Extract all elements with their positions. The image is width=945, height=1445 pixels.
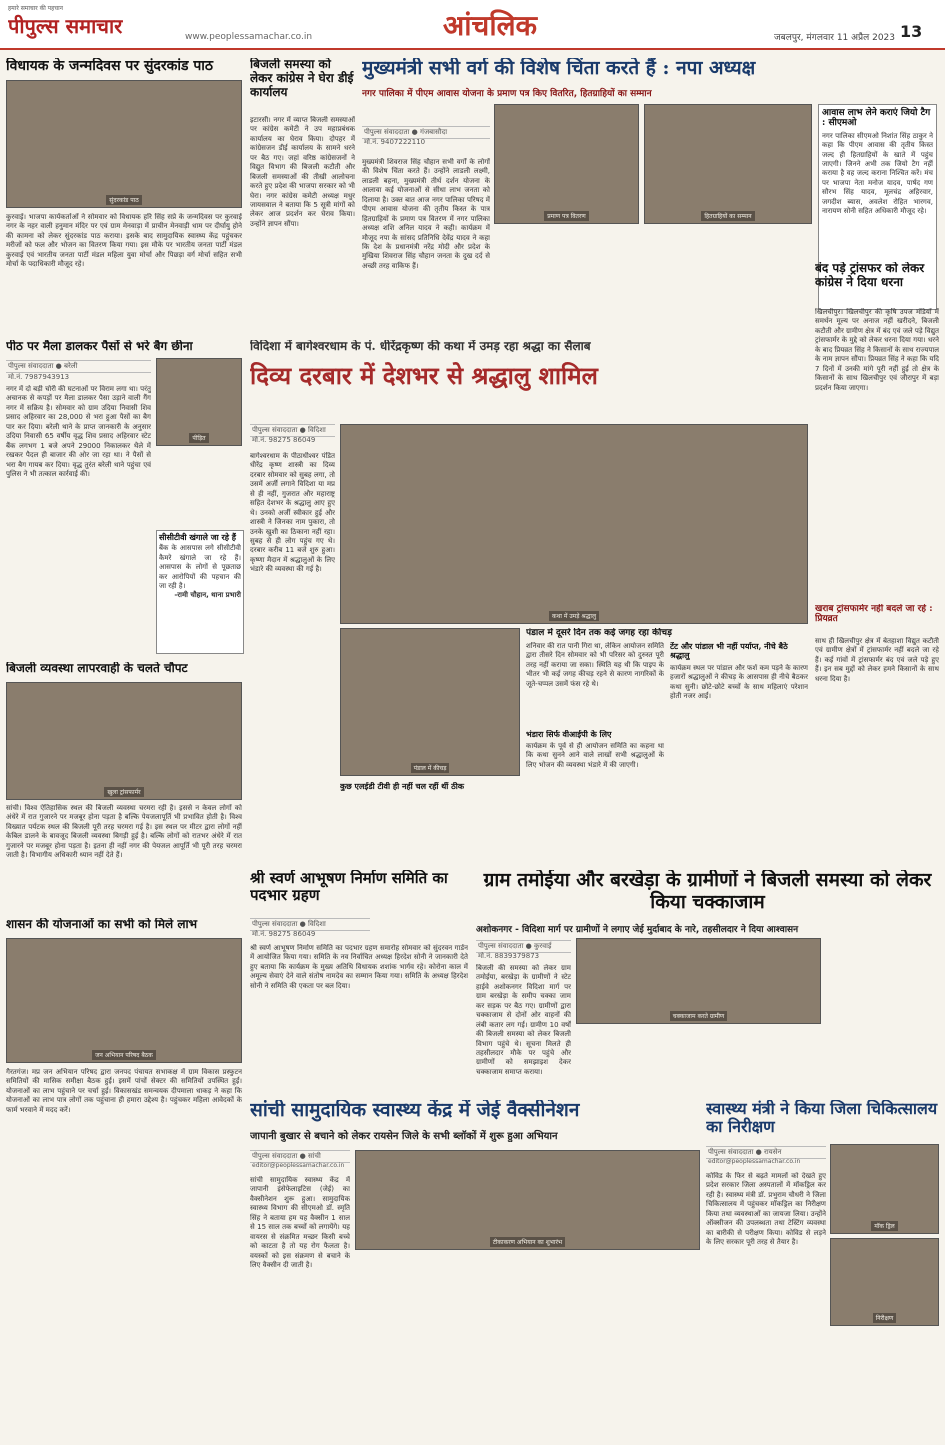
article-yojana-labh [6,918,244,1438]
article-divya-darbar [250,340,808,860]
photo-caption: मॉक ड्रिल [871,1221,898,1231]
article-sundarkand [6,58,244,333]
article-body: गैरतगंज। मप्र जन अभियान परिषद द्वारा जनपद पंचायत सभाकक्ष में ग्राम विकास प्रस्फुटन समितियों की मासिक समीक्षा बैठक हुई। इसमें पांचों सेक्टर की समितियों उपस्थित हुईं। योजनाओं का लाभ पहुंचाने पर चर्चा हुई। विकासखंड समन्वयक दीपमाला धाकड़ ने कहा कि योजनाओं का लाभ पात्र लोगों तक पहुंचाना ही हमारा उद्देश्य है। पहुंचकर महिला आवेदकों के फार्म भरवाने में मदद करें। [6,1068,242,1114]
photo-caption: सुंदरकांड पाठ [106,195,141,205]
subheading-body: कार्यक्रम के पूर्व से ही आयोजन समिति का कहना था कि कथा सुनने आने वाले लाखों सभी श्रद्धालुओं के लिए भोजन की व्यवस्था भंडारे में की जाएगी। [526,742,664,769]
headline: विधायक के जन्मदिवस पर सुंदरकांड पाठ [6,58,214,74]
subheading-body: कार्यक्रम स्थल पर पांडाल और फर्श कम पड़ने के कारण हजारों श्रद्धालुओं ने कीचड़ के आसपास ही नीचे बैठकर कथा सुनी। छोटे-छोटे बच्चों के साथ महिलाएं परेशान होती नजर आईं। [670,664,808,701]
box-title: आवास लाभ लेने कराएं जियो टैग : सीएमओ [822,108,931,129]
headline: ग्राम तमोईया और बरखेड़ा के ग्रामीणों ने बिजली समस्या को लेकर किया चक्काजाम [483,870,932,913]
headline: स्वास्थ्य मंत्री ने किया जिला चिकित्सालय का निरीक्षण [706,1100,938,1137]
subheading: पंडाल में दूसरे दिन तक कई जगह रहा कीचड़ [526,628,672,638]
subheading: भंडारा सिर्फ वीआईपी के लिए [526,730,612,739]
article-transformer-dharna [815,262,939,862]
headline: बंद पड़े ट्रांसफर को लेकर कांग्रेस ने दिया धरना [815,262,925,289]
logo-tagline: हमारे समाचार की पहचान [8,5,63,12]
mobile-number: मो.नं. 8839379873 [478,952,540,960]
photo-caption: पंडाल में कीचड़ [411,763,450,773]
photo-caption: हितग्राहियों का सम्मान [701,211,754,221]
photo [340,628,520,776]
box-title: सीसीटीवी खंगाले जा रहे हैं [159,532,237,542]
headline: बिजली व्यवस्था लापरवाही के चलते चौपट [6,662,188,675]
photo [6,682,242,800]
article-health-minister [706,1100,939,1440]
photo [6,938,242,1063]
article-chakkajam [476,870,939,1095]
photo-caption: खुला ट्रांसफार्मर [104,787,143,797]
box-body: बैंक के आसपास लगे सीसीटीवी कैमरे खंगाले जा रहे हैं। आसपास के लोगों से पूछताछ कर आरोपियों की पहचान की जा रही है। [159,544,241,590]
masthead [0,0,945,50]
photo [576,938,821,1024]
photo-caption: प्रमाण पत्र वितरण [544,211,589,221]
article-body: इटारसी। नगर में व्याप्त बिजली समस्याओं पर कांग्रेस कमेटी ने उप महाप्रबंधक कार्यालय का घेराव किया। दोपहर में कांग्रेसजन डीई कार्यालय के सामने धरने पर बैठ गए। जहां वरिष्ठ कांग्रेसजनों ने विद्युत विभाग की बिजली कटौती और बिजली समस्याओं की तीखी आलोचना करते हुए प्रदेश की भाजपा सरकार को भी घेरा। नगर कांग्रेस कमेटी अध्यक्ष मधुर जायसवाल ने बताया कि 5 सूत्री मांगों को लेकर आज प्रदर्शन कर घेराव किया। उन्होंने ज्ञापन सौंपा। [250,116,355,228]
sidebar-box [156,530,244,654]
photo-caption: टीकाकरण अभियान का शुभारंभ [490,1237,565,1247]
mobile-number: मो.नं. 98275 86049 [252,436,316,444]
subheading-body: शनिवार की रात पानी गिरा था, लेकिन आयोजन समिति द्वारा तीसरे दिन सोमवार को भी परिसर को दुरुस्त पूरी तरह नहीं कराया जा सका। स्थिति यह थी कि पाइप के भीतर भी कई जगह कीचड़ रहने से कारण नागरिकों के जूते-चप्पल उसमें फंस रहे थे। [526,642,664,688]
email[interactable]: editor@peoplessamachar.co.in [252,1162,345,1169]
subheading-body: साथ ही खिलचीपुर क्षेत्र में बेतहाशा विद्युत कटौती एवं ग्रामीण क्षेत्रों में ट्रांसफार्मर नहीं बदले जा रहे हैं। कई गांवों में ट्रांसफार्मर बंद एवं जले पड़े हुए हैं। इन सब मुद्दों को लेकर हमने किसानों के साथ धरना दिया है। [815,637,939,683]
photo [494,104,639,224]
article-je-vaccination [250,1100,700,1440]
byline: पीपुल्स संवाददाता ● कुरवाई [476,940,571,953]
mobile-number: मो.नं. 9407222110 [364,138,426,146]
photo [644,104,812,224]
headline: दिव्य दरबार में देशभर से श्रद्धालु शामिल [250,360,598,390]
byline: पीपुल्स संवाददाता ● बरेली [6,360,151,373]
headline: मुख्यमंत्री सभी वर्ग की विशेष चिंता करते हैं : नपा अध्यक्ष [362,58,756,79]
subheading: कुछ एलईडी टीवी ही नहीं चल रहीं थीं ठीक [340,782,465,791]
headline: शासन की योजनाओं का सभी को मिले लाभ [6,918,198,931]
subheadline: अशोकनगर - विदिशा मार्ग पर ग्रामीणों ने लगाए जेई मुर्दाबाद के नारे, तहसीलदार ने दिया आश्वासन [476,925,799,935]
photo [355,1150,700,1250]
headline: बिजली समस्या को लेकर कांग्रेस ने घेरा डीई कार्यालय [250,58,354,99]
subheading: खराब ट्रांसफार्मर नहीं बदले जा रहे : प्रियव्रत [815,604,933,625]
photo [6,80,242,208]
byline: पीपुल्स संवाददाता ● गंजबासौदा [362,126,490,139]
photo [156,358,242,446]
logo-name: पीपुल्स समाचार [8,14,123,38]
article-body: सांची सामुदायिक स्वास्थ्य केंद्र में जापानी इंसेफेलाइटिस (जेई) का वैक्सीनेशन शुरू हुआ। सामुदायिक स्वास्थ्य विभाग की सीएमओ डॉ. स्मृति सिंह ने बताया हम यह वैक्सीन 1 साल से 15 साल तक बच्चों को लगायेंगे। यह वायरस से संक्रमित मच्छर किसी बच्चे को काटता है तो यह रोग फैलता है। वयस्कों को इस संक्रमण से बचाने के लिए वैक्सीन दी जाती है। [250,1176,350,1269]
article-congress-de-office [250,58,355,333]
photo [340,424,808,624]
article-electricity-sanchi [6,662,244,912]
subheadline: नगर पालिका में पीएम आवास योजना के प्रमाण पत्र किए वितरित, हितग्राहियों का सम्मान [362,89,652,99]
headline: पीठ पर मैला डालकर पैसों से भरे बैग छीना [6,340,193,353]
dateline: जबलपुर, मंगलवार 11 अप्रैल 2023 [773,33,895,43]
article-body: नगर में दो बड़ी चोरी की घटनाओं पर विराम लगा था। परंतु अचानक से कपड़ों पर मैला डालकर पैसा उड़ाने वाली गैंग नगर में सक्रिय है। सोमवार को ग्राम उदिया निवासी शिव प्रसाद अहिरवार का 28,000 से भरा हुआ पैसों का बैग पार कर दिया। बरेली थाने के प्राप्त जानकारी के अनुसार उदिया निवासी 65 वर्षीय वृद्ध शिव प्रसाद अहिरवार स्टेट बैंक लगभग 1 बजे अपने 29000 निकालकर थैले में रखकर पैदल ही बाजार की ओर जा रहा था। ने पैसों से भरा बैग गायब कर दिया। वृद्ध तुरंत बरेली थाने पहुंचा एवं पुलिस ने भी तत्काल कार्रवाई की। [6,385,151,478]
photo [830,1238,939,1326]
page-number: 13 [900,22,923,41]
website-url[interactable]: www.peoplessamachar.co.in [185,32,313,42]
article-body: श्री स्वर्ण आभूषण निर्माण समिति का पदभार ग्रहण समारोह सोमवार को सुंदरवन गार्डन में आयोजित किया गया। समिति के नव निर्वाचित अध्यक्ष हिरदेश सोनी ने जानकारी देते हुए बताया कि कार्यक्रम के मुख्य अतिथि विधायक शशांक भार्गव रहे। कोरोना काल में अमूल्य सेवाएं देने वाले संतोष नामदेव का सम्मान किया गया। समिति के अध्यक्ष हिरदेश सोनी ने समिति की एकता पर बल दिया। [250,944,468,990]
photo-caption: निरीक्षण [873,1313,897,1323]
section-title: आंचलिक [442,9,538,42]
article-body: सांची। विश्व ऐतिहासिक स्थल की बिजली व्यवस्था चरमरा रही है। इससे न केवल लोगों को अंधेरे में रात गुजारने पर मजबूर होना पड़ता है बल्कि पेयजलापूर्ति भी प्रभावित होती है। विश्व विख्यात पर्यटक स्थल की बिजली पूरी तरह चरमरा गई है। इस स्थल पर मीटर द्वारा लोगों नहीं केबिल डालने के बावजूद बिजली व्यवस्था बिगड़ी हुई है। बल्कि लोगों को रातभर अंधेरे में रात गुजारने पर मजबूर होना पड़ता है। इतना ही नहीं नगर की पेयजल आपूर्ति भी पूरी तरह चरमरा जाती है। विभागीय अधिकारी ध्यान नहीं देते हैं। [6,804,242,860]
photo-caption: कथा में उमड़े श्रद्धालु [549,611,599,621]
headline: सांची सामुदायिक स्वास्थ्य केंद्र में जेई वैक्सीनेशन [250,1100,580,1121]
photo-caption: पीड़ित [189,433,208,443]
photo-caption: चक्काजाम करते ग्रामीण [670,1011,728,1021]
article-swarna-abhushan [250,870,468,1090]
byline: पीपुल्स संवाददाता ● विदिशा [250,918,370,931]
email[interactable]: editor@peoplessamachar.co.in [708,1158,801,1165]
headline: श्री स्वर्ण आभूषण निर्माण समिति का पदभार ग्रहण [250,870,448,905]
article-body: बागेश्वरधाम के पीठाधीश्वर पंडित धीरेंद्र कृष्ण शास्त्री का दिव्य दरबार सोमवार को सुबह लगा, तो उसमें अर्जी लगाने विदिशा या मप्र से ही नहीं, गुजरात और महाराष्ट्र सहित देशभर के श्रद्धालु आए हुए थे। उनको अर्जी स्वीकार हुई और शास्त्री ने जिनका नाम पुकारा, तो उनके खुशी का ठिकाना नहीं रहा। सुबह से ही लोग पहुंच गए थे। दरबार करीब 11 बजे शुरु हुआ। कृष्णा मैदान में श्रद्धालुओं के लिए भंडारे की व्यवस्था की गई है। [250,452,335,574]
byline: पीपुल्स संवाददाता ● सांची [250,1150,350,1163]
newspaper-logo[interactable] [8,4,168,46]
mobile-number: मो.नं. 98275 86049 [252,930,316,938]
box-body: नगर पालिका सीएमओ निशांत सिंह ठाकुर ने कहा कि पीएम आवास की तृतीय किस्त जल्द ही हितग्राहियों के खाते में पहुंच जाएगी। जिनने अभी तक जियो टैग नहीं कराया है वह जल्द कराना निश्चित करें। मंच पर भाजपा नेता मनोज यादव, पार्षद गण सौरभ सिंह यादव, मूलचंद्र अहिरवार, जगदीश ब्यास, अवलेश रोहित भारगव, नारायण सोनी सहित अधिकारी मौजूद रहे। [822,131,933,216]
subheadline: जापानी बुखार से बचाने को लेकर रायसेन जिले के सभी ब्लॉकों में शुरू हुआ अभियान [250,1131,558,1142]
photo [830,1144,939,1234]
kicker: विदिशा में बागेश्वरधाम के पं. धीरेंद्रकृष्ण की कथा में उमड़ रहा श्रद्धा का सैलाब [250,340,591,353]
article-body: कोविड के फिर से बढ़ते मामलों को देखते हुए प्रदेश सरकार जिला अस्पतालों में मॉकड्रिल कर रही है। स्वास्थ्य मंत्री डॉ. प्रभुराम चौधरी ने जिला चिकित्सालय में पहुंचकर मॉकड्रिल का निरीक्षण किया तथा व्यवस्थाओं का जायजा लिया। उन्होंने ऑक्सीजन की उपलब्धता तथा टेस्टिंग व्यवस्था का बारीकी से परीक्षण किया। कोविड से लड़ने के लिए सरकार पूरी तरह से तैयार है। [706,1172,826,1247]
article-body: बिजली की समस्या को लेकर ग्राम तमोईया, बरखेड़ा के ग्रामीणों ने स्टेट हाईवे अशोकनगर विदिशा मार्ग पर ग्राम बरखेड़ा के समीप चक्का जाम कर सड़क पर बैठ गए। ग्रामीणों द्वारा चक्काजाम से दोनों ओर वाहनों की लंबी कतार लग गई। ग्रामीण 10 वर्षों की बिजली समस्या को लेकर बिजली विभाग पहुंचे थे। सूचना मिलते ही तहसीलदार मौके पर पहुंचे और ग्रामीणों को समझाइश देकर चक्काजाम समाप्त कराया। [476,964,571,1076]
subheading: टेंट और पांडाल भी नहीं पर्याप्त, नीचे बैठे श्रद्धालु [670,642,788,661]
article-bag-theft [6,340,244,655]
article-body: मुख्यमंत्री शिवराज सिंह चौहान सभी वर्गों के लोगों की विशेष चिंता करते हैं। उन्होंने लाडली लक्ष्मी, लाडली बहना, मुख्यमंत्री तीर्थ दर्शन योजना के आलावा कई योजनाओं से सीधा लाभ जनता को दिलाया है। उक्त बात आज नगर पालिका परिषद में पीएम आवास योजना की तृतीय किस्त के पात्र हितग्राहियों के प्रमाण पत्र वितरण में नगर पालिका अध्यक्ष शशि अनिल यादव ने कही। कार्यक्रम में मौजूद नपा के सांसद प्रतिनिधि देवेंद्र यादव ने कहा कि देश के प्रधानमंत्री नरेंद्र मोदी और प्रदेश के मुखिया शिवराज सिंह चौहान जनता के दुख दर्द से अच्छी तरह वाकिफ हैं। [362,158,490,270]
byline: पीपुल्स संवाददाता ● रायसेन [706,1146,826,1159]
byline: पीपुल्स संवाददाता ● विदिशा [250,424,335,437]
article-body: कुरवाई। भाजपा कार्यकर्ताओं ने सोमवार को विधायक हरि सिंह सप्रे के जन्मदिवस पर कुरवाई नगर के नहर वाली हनुमान मंदिर पर एवं ग्राम मेनवाड़ा में प्राचीन मेनवाड़ी धाम पर दीर्घायु होने की कामना को लेकर सुंदरकांड पाठ कराया। इसके बाद सामुदायिक स्वास्थ्य केंद्र पहुंचकर मरीजों को फल और भोजन का वितरण किया गया। इस मौके पर भारतीय जनता पार्टी मंडल कुरवाई एवं भारतीय जनता पार्टी मंडल महिला युवा मोर्चा और पिछड़ा वर्ग मोर्चा सहित सभी मोर्चा के पदाधिकारी मौजूद रहे। [6,213,242,269]
article-body: खिलचीपुर। खिलचीपुर की कृषि उपज मंडियों में समर्थन मूल्य पर अनाज नहीं खरीदने, बिजली कटौती और ग्रामीण क्षेत्र में बंद एवं जले पड़े विद्युत ट्रांसफार्मर के मुद्दे को लेकर धरना दिया गया। धरने के बाद प्रियव्रत सिंह ने किसानों के साथ राज्यपाल के नाम ज्ञापन सौंपा। प्रियव्रत सिंह ने कहा कि यदि 7 दिनों में उनकी मांगे पूरी नहीं हुई तो क्षेत्र के किसानों के साथ खिलचीपुर एवं जीरापुर में बड़ा प्रदर्शन किया जाएगा। [815,308,939,392]
photo-caption: जन अभियान परिषद बैठक [92,1050,156,1060]
box-signature: -रामी चौहान, थाना प्रभारी [174,591,241,600]
mobile-number: मो.नं. 7987943913 [8,373,70,381]
